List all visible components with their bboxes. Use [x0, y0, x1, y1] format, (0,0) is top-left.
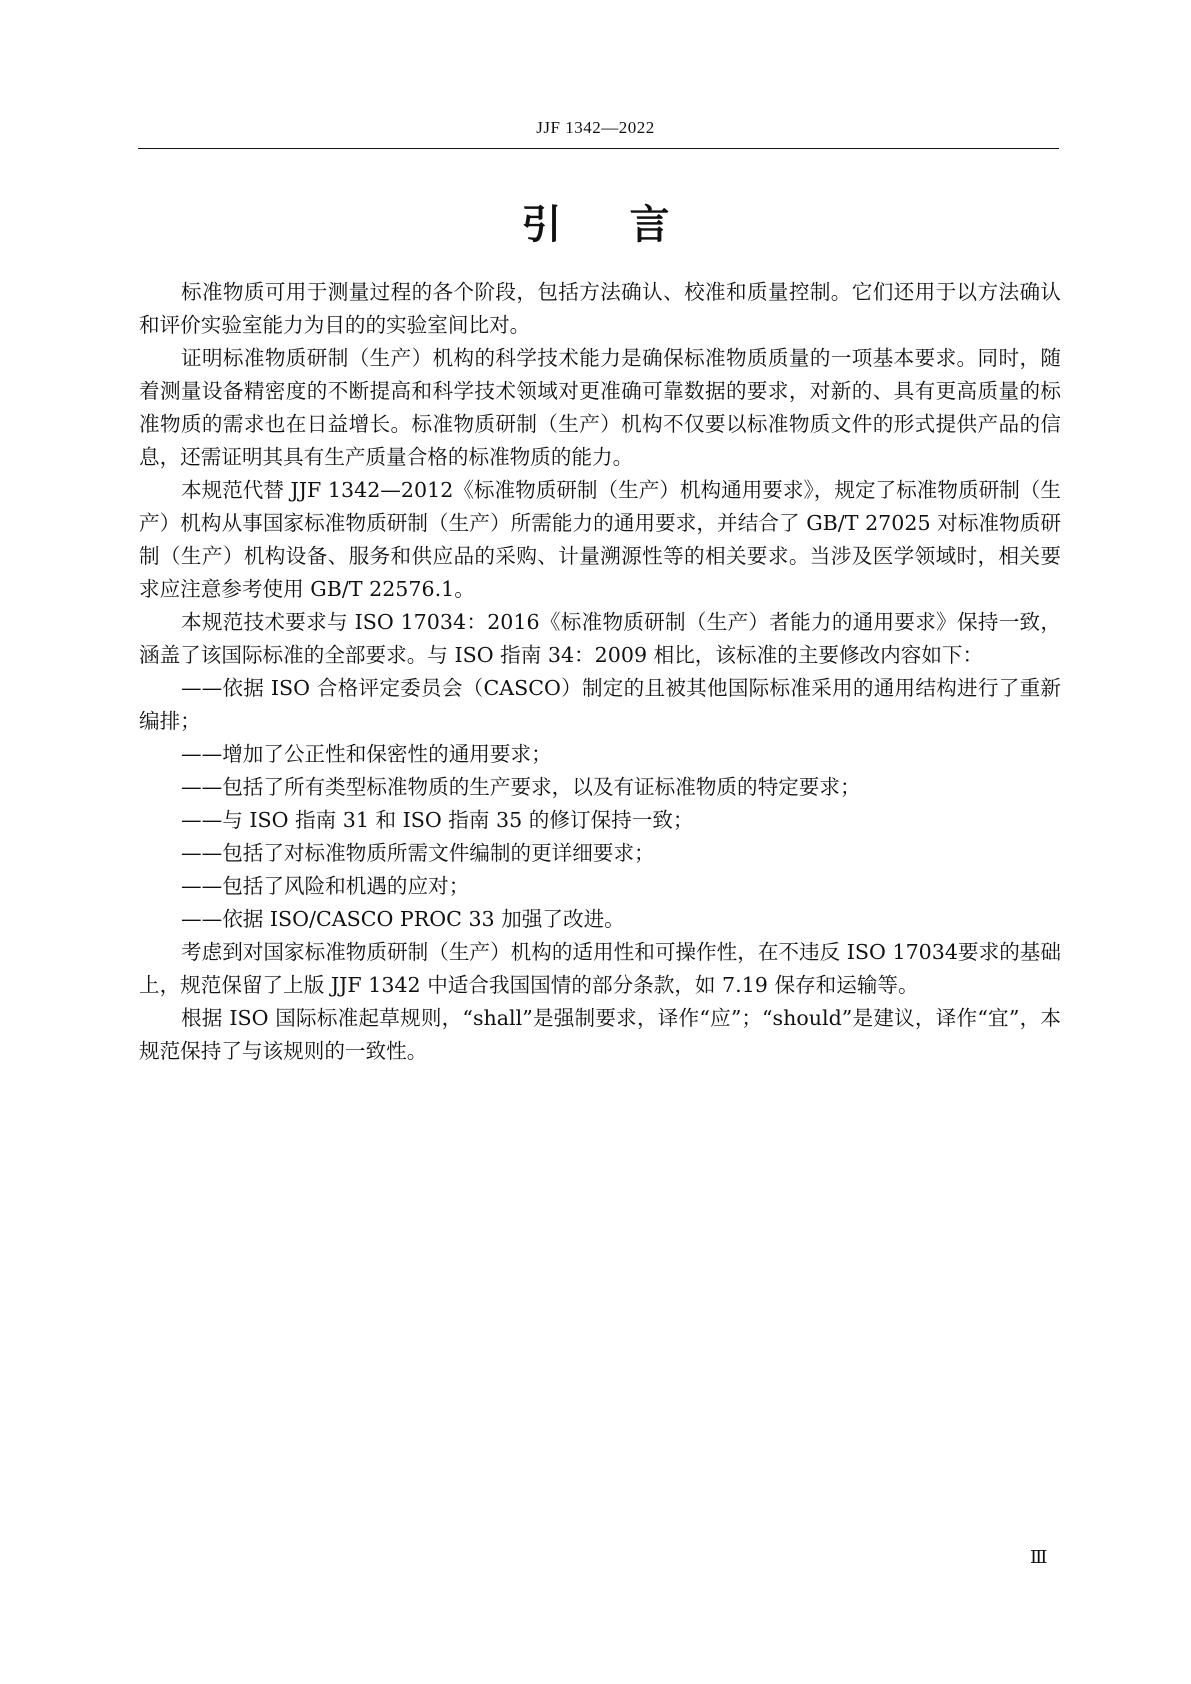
list-item-guides: ——与 ISO 指南 31 和 ISO 指南 35 的修订保持一致；: [181, 808, 694, 832]
paragraph-applicability: 考虑到对国家标准物质研制（生产）机构的适用性和可操作性，在不违反 ISO 17034要求的基础上，规范保留了上版 JJF 1342 中适合我国国情的部分条款，如 7.19 保存和运输等。: [139, 940, 1061, 997]
paragraph-drafting-rules: 根据 ISO 国际标准起草规则，“shall”是强制要求，译作“应”；“should”是建议，译作“宜”，本规范保持了与该规则的一致性。: [139, 1006, 1061, 1063]
list-item-restructure: ——依据 ISO 合格评定委员会（CASCO）制定的且被其他国际标准采用的通用结构进行了重新编排；: [139, 676, 1061, 733]
paragraph-iso-alignment: 本规范技术要求与 ISO 17034：2016《标准物质研制（生产）者能力的通用要求》保持一致，涵盖了该国际标准的全部要求。与 ISO 指南 34：2009 相比，该标准的主要修改内容如下：: [139, 610, 1061, 667]
list-item-documentation: ——包括了对标准物质所需文件编制的更详细要求；: [181, 841, 655, 865]
paragraph-intro: 标准物质可用于测量过程的各个阶段，包括方法确认、校准和质量控制。它们还用于以方法确认和评价实验室能力为目的的实验室间比对。: [139, 280, 1061, 337]
page-number: Ⅲ: [1030, 1547, 1048, 1567]
paragraph-capability: 证明标准物质研制（生产）机构的科学技术能力是确保标准物质质量的一项基本要求。同时，随着测量设备精密度的不断提高和科学技术领域对更准确可靠数据的要求，对新的、具有更高质量的标准物质的需求也在日益增长。标准物质研制（生产）机构不仅要以标准物质文件的形式提供产品的信息，还需证明其具有生产质量合格的标准物质的能力。: [139, 346, 1061, 469]
page-title: 引言: [521, 202, 738, 248]
paragraph-replacement: 本规范代替 JJF 1342—2012《标准物质研制（生产）机构通用要求》，规定了标准物质研制（生产）机构从事国家标准物质研制（生产）所需能力的通用要求，并结合了 GB/T 27025 对标准物质研制（生产）机构设备、服务和供应品的采购、计量溯源性等的相关要求。当涉及医学领域时，相关要求应注意参考使用 GB/T 22576.1。: [139, 478, 1061, 601]
header-divider: [138, 148, 1059, 149]
list-item-risk: ——包括了风险和机遇的应对；: [181, 874, 470, 898]
list-item-impartiality: ——增加了公正性和保密性的通用要求；: [181, 742, 552, 766]
standard-code: JJF 1342—2022: [536, 118, 655, 137]
list-item-production: ——包括了所有类型标准物质的生产要求，以及有证标准物质的特定要求；: [181, 775, 861, 799]
list-item-improvement: ——依据 ISO/CASCO PROC 33 加强了改进。: [181, 907, 625, 931]
body-text: [139, 276, 1061, 1068]
